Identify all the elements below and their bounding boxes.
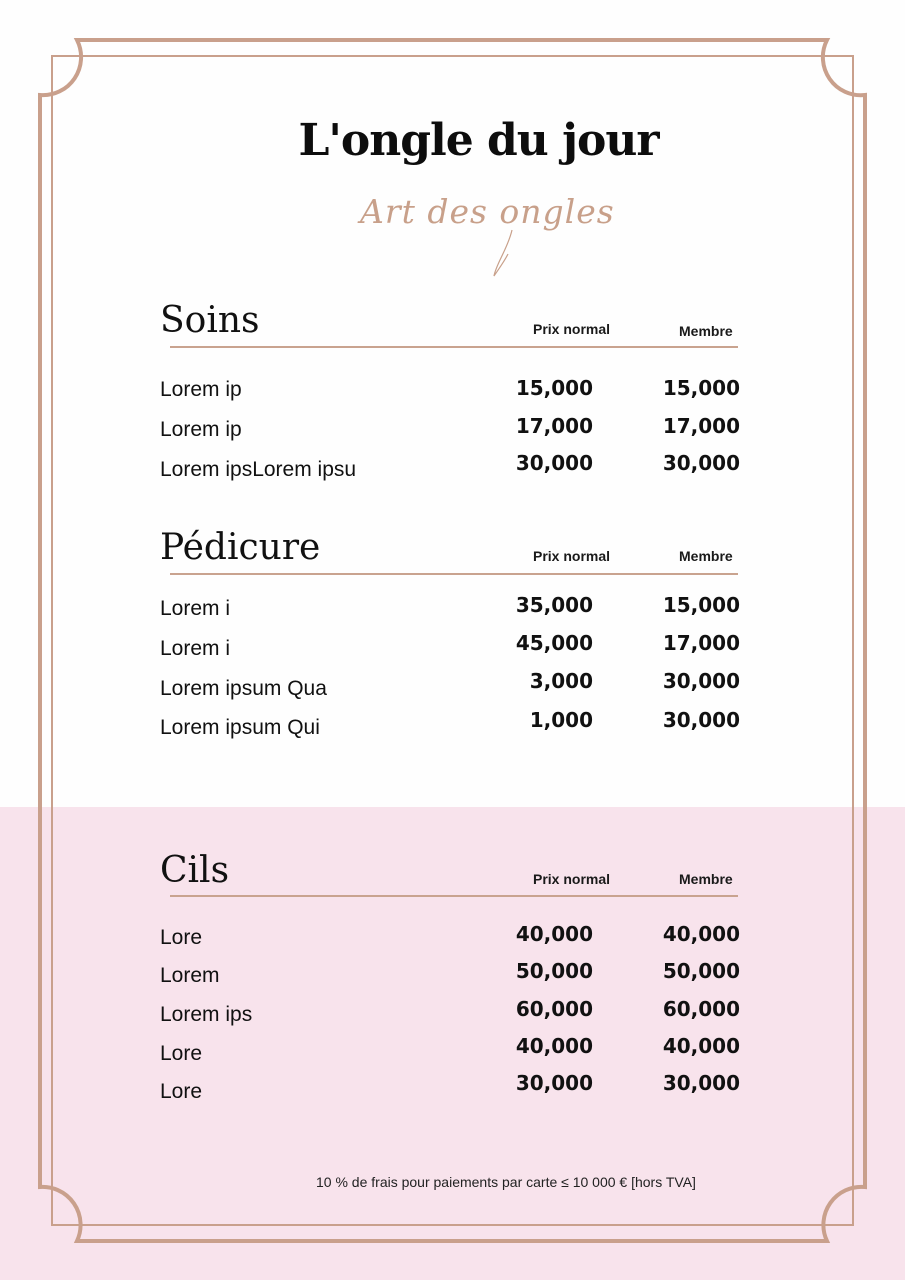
section-divider [170, 346, 738, 348]
menu-item [160, 1071, 750, 1101]
item-price-member: 30,000 [662, 708, 740, 732]
item-name: Lorem [160, 964, 220, 987]
item-price-member: 15,000 [662, 376, 740, 400]
column-header-regular: Prix normal [533, 548, 611, 564]
item-name: Lore [160, 1042, 203, 1065]
page-title: L'ongle du jour [298, 115, 659, 166]
menu-item [160, 593, 750, 623]
menu-item [160, 922, 750, 952]
column-header-member: Membre [679, 323, 733, 339]
item-price-regular: 30,000 [515, 1071, 593, 1095]
item-price-regular: 45,000 [515, 631, 593, 655]
item-price-regular: 15,000 [515, 376, 593, 400]
item-name: Lore [160, 1080, 203, 1103]
item-price-member: 30,000 [662, 451, 740, 475]
column-header-member: Membre [679, 548, 733, 564]
item-price-member: 17,000 [662, 414, 740, 438]
menu-item [160, 451, 750, 481]
item-name: Lorem i [160, 597, 231, 620]
item-price-member: 50,000 [662, 959, 740, 983]
item-price-member: 30,000 [662, 669, 740, 693]
menu-item [160, 414, 750, 444]
item-price-regular: 17,000 [515, 414, 593, 438]
column-header-regular: Prix normal [533, 871, 611, 887]
item-name: Lorem ip [160, 418, 242, 441]
item-price-regular: 60,000 [515, 997, 593, 1021]
item-name: Lore [160, 926, 203, 949]
menu-item [160, 708, 750, 738]
section-title: Soins [160, 300, 260, 341]
menu-item [160, 997, 750, 1027]
item-name: Lorem ipsum Qua [160, 677, 327, 700]
item-name: Lorem ipsum Qui [160, 716, 320, 739]
item-price-regular: 1,000 [529, 708, 593, 732]
menu-item [160, 959, 750, 989]
item-price-regular: 50,000 [515, 959, 593, 983]
section-divider [170, 573, 738, 575]
column-header-member: Membre [679, 871, 733, 887]
flourish-tail [490, 228, 520, 280]
section-divider [170, 895, 738, 897]
section-title: Pédicure [160, 527, 321, 568]
item-name: Lorem i [160, 637, 231, 660]
item-price-member: 40,000 [662, 922, 740, 946]
menu-item [160, 669, 750, 699]
item-name: Lorem ip [160, 378, 242, 401]
item-price-member: 40,000 [662, 1034, 740, 1058]
item-price-member: 15,000 [662, 593, 740, 617]
column-header-regular: Prix normal [533, 321, 611, 337]
section-title: Cils [160, 850, 230, 891]
item-price-regular: 30,000 [515, 451, 593, 475]
item-price-regular: 40,000 [515, 922, 593, 946]
menu-item [160, 1034, 750, 1064]
item-price-regular: 3,000 [529, 669, 593, 693]
item-price-member: 60,000 [662, 997, 740, 1021]
item-price-regular: 40,000 [515, 1034, 593, 1058]
item-price-member: 30,000 [662, 1071, 740, 1095]
menu-item [160, 376, 750, 406]
item-name: Lorem ips [160, 1003, 253, 1026]
footnote: 10 % de frais pour paiements par carte ≤ 10 000 € [hors TVA] [316, 1174, 696, 1190]
menu-item [160, 631, 750, 661]
item-price-regular: 35,000 [515, 593, 593, 617]
page-subtitle: Art des ongles [360, 192, 615, 231]
item-price-member: 17,000 [662, 631, 740, 655]
item-name: Lorem ipsLorem ipsu [160, 458, 357, 481]
